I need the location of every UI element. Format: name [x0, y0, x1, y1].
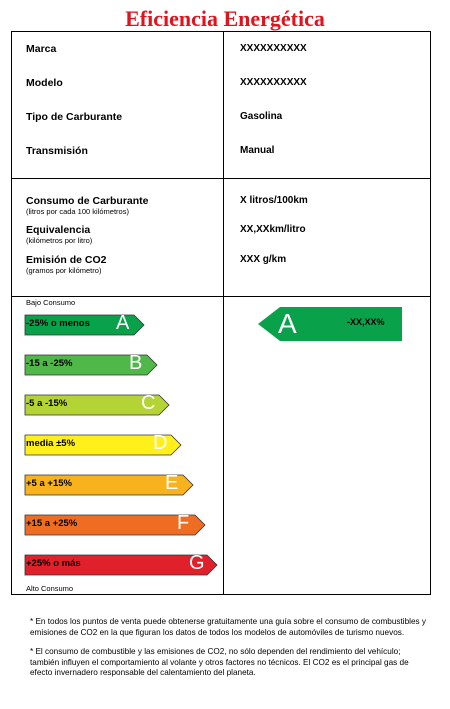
model-value: XXXXXXXXXX: [240, 77, 307, 88]
scale-band-range: -15 a -25%: [26, 358, 73, 369]
scale-band-d: [24, 434, 181, 454]
equivalence-label: Equivalencia: [26, 224, 91, 236]
fuel-consumption-label: Consumo de Carburante: [26, 195, 149, 207]
scale-band-g: [24, 554, 217, 574]
fuel-consumption-value: X litros/100km: [240, 195, 308, 206]
scale-band-range: -25% o menos: [26, 318, 90, 329]
result-value: -XX,XX%: [347, 317, 385, 327]
scale-band-e: [24, 474, 193, 494]
scale-band-range: +25% o más: [26, 558, 81, 569]
transmission-label: Transmisión: [26, 145, 88, 157]
fuel-consumption-sublabel: (litros por cada 100 kilómetros): [26, 207, 129, 216]
scale-band-letter: G: [189, 552, 205, 574]
scale-band-range: -5 a -15%: [26, 398, 68, 409]
scale-band-f: [24, 514, 205, 534]
scale-band-range: +5 a +15%: [26, 478, 72, 489]
fuel-type-label: Tipo de Carburante: [26, 111, 123, 123]
scale-band-letter: E: [165, 472, 179, 494]
label-frame: [11, 31, 431, 595]
equivalence-sublabel: (kilómetros por litro): [26, 236, 93, 245]
brand-value: XXXXXXXXXX: [240, 43, 307, 54]
scale-band-b: [24, 354, 157, 374]
transmission-value: Manual: [240, 145, 275, 156]
label-title: Eficiencia Energética: [125, 6, 325, 31]
footnote-1: * En todos los puntos de venta puede obtenerse gratuitamente una guía sobre el consumo de combustibles y emisiones de CO2 en la que figuran los datos de todos los modelos de automóviles de turismo nuevos.: [30, 617, 426, 637]
footnotes: [30, 617, 430, 688]
scale-band-c: [24, 394, 169, 414]
fuel-type-value: Gasolina: [240, 111, 283, 122]
co2-emission-value: XXX g/km: [240, 254, 287, 265]
efficiency-result: [258, 307, 402, 341]
scale-band-letter: C: [141, 392, 156, 414]
brand-label: Marca: [26, 43, 57, 55]
co2-emission-label: Emisión de CO2: [26, 254, 107, 266]
scale-band-range: media ±5%: [26, 438, 76, 449]
scale-band-letter: F: [177, 512, 190, 534]
section-divider-1: [12, 178, 430, 179]
equivalence-value: XX,XXkm/litro: [240, 224, 306, 235]
scale-band-a: [24, 314, 144, 334]
model-label: Modelo: [26, 77, 63, 89]
column-divider: [223, 32, 224, 594]
co2-emission-sublabel: (gramos por kilómetro): [26, 266, 102, 275]
section-divider-2: [12, 296, 430, 297]
high-consumption-label: Alto Consumo: [26, 584, 74, 593]
scale-band-range: +15 a +25%: [26, 518, 78, 529]
footnote-2: * El consumo de combustible y las emisiones de CO2, no sólo dependen del rendimiento del vehículo; también influyen el comportamiento al volante y otros factores no técnicos. El CO2 es el principal gas de efecto invernadero responsable del calentamiento del planeta.: [30, 647, 409, 677]
scale-band-letter: B: [129, 352, 143, 374]
scale-band-letter: D: [153, 432, 168, 454]
result-letter: A: [278, 308, 297, 339]
low-consumption-label: Bajo Consumo: [26, 298, 76, 307]
scale-band-letter: A: [116, 312, 130, 334]
